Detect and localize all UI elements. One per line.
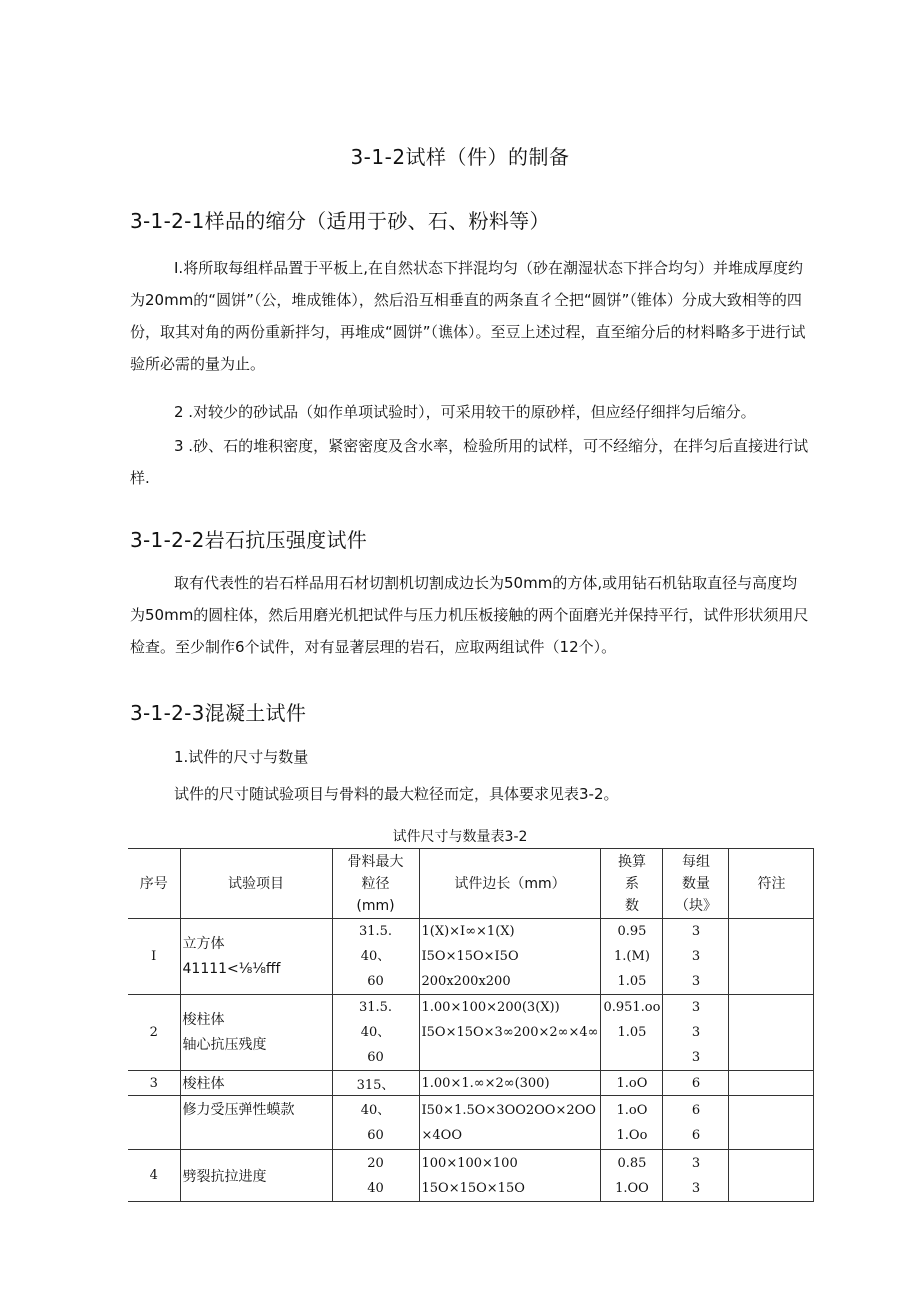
cell-no [128,1096,180,1150]
cell-quantity: 3 3 3 [663,919,729,995]
cell-note [729,995,814,1071]
cell-no: I [128,919,180,995]
cell-no: 4 [128,1150,180,1202]
header-item: 试验项目 [180,849,332,919]
cell-item: 梭柱体 轴心抗压残度 [180,995,332,1071]
paragraph-concrete-subtitle: 1.试件的尺寸与数量 [174,748,309,766]
cell-note [729,1071,814,1096]
paragraph-reduction-3: 3 .砂、石的堆积密度，紧密密度及含水率，检验所用的试样，可不经缩分，在拌匀后直接进行试样. [130,437,809,487]
cell-quantity: 3 3 3 [663,995,729,1071]
table-caption: 试件尺寸与数量表3-2 [392,829,528,845]
page-title: 3-1-2试样（件）的制备 [350,145,570,169]
header-note: 符注 [729,849,814,919]
table-header-row [128,849,814,919]
cell-item: 劈裂抗拉进度 [180,1150,332,1202]
paragraph-concrete-intro: 试件的尺寸随试验项目与骨料的最大粒径而定，具体要求见表3-2。 [174,785,619,803]
header-quantity: 每组 数量 （块》 [663,849,729,919]
cell-item: 立方体 41111<⅛⅛fff [180,919,332,995]
paragraph-rock: 取有代表性的岩石样品用石材切割机切割成边长为50mm的方体,或用钻石机钻取直径与高度均为50mm的圆柱体，然后用磨光机把试件与压力机压板接触的两个面磨光并保持平行，试件形状须用尺检查。至少制作6个试件，对有显著层理的岩石，应取两组试件（12个）。 [130,574,809,656]
section-heading-sample-reduction: 3-1-2-1样品的缩分（适用于砂、石、粉料等） [130,209,550,233]
cell-size: 100×100×100 15O×15O×15O [419,1150,601,1202]
section-heading-concrete-specimen: 3-1-2-3混凝土试件 [130,701,307,725]
paragraph-reduction-2: 2 .对较少的砂试品（如作单项试验时），可采用较干的原砂样，但应经仔细拌匀后缩分。 [174,403,756,421]
cell-factor: 1.oO [601,1071,663,1096]
table-row [128,919,814,995]
cell-aggregate: 31.5. 40、 60 [332,995,419,1071]
table-row [128,995,814,1071]
cell-aggregate: 31.5. 40、 60 [332,919,419,995]
cell-aggregate: 315、 [332,1071,419,1096]
cell-factor: 0.951.oo 1.05 [601,995,663,1071]
cell-aggregate: 20 40 [332,1150,419,1202]
section-heading-rock-specimen: 3-1-2-2岩石抗压强度试件 [130,528,368,552]
cell-size: I50×1.5O×3OO2OO×2OO ×4OO [419,1096,601,1150]
table-row [128,1071,814,1096]
specimen-table [128,848,814,1202]
cell-note [729,1150,814,1202]
cell-size: 1.00×100×200(3(X)) I5O×15O×3∞200×2∞×4∞ [419,995,601,1071]
cell-aggregate: 40、 60 [332,1096,419,1150]
cell-factor: 0.85 1.OO [601,1150,663,1202]
cell-no: 3 [128,1071,180,1096]
cell-factor: 0.95 1.(M) 1.05 [601,919,663,995]
cell-quantity: 6 [663,1071,729,1096]
header-size: 试件边长（mm） [419,849,601,919]
cell-factor: 1.oO 1.Oo [601,1096,663,1150]
header-aggregate: 骨料最大 粒径 (mm) [332,849,419,919]
cell-note [729,1096,814,1150]
header-factor: 换算 系 数 [601,849,663,919]
cell-size: 1.00×1.∞×2∞(300) [419,1071,601,1096]
cell-no: 2 [128,995,180,1071]
table-row [128,1096,814,1150]
table-row [128,1150,814,1202]
cell-quantity: 3 3 [663,1150,729,1202]
cell-size: 1(X)×I∞×1(X) I5O×15O×I5O 200x200x200 [419,919,601,995]
cell-item: 梭柱体 [180,1071,332,1096]
cell-item: 修力受压弹性蟆款 [180,1096,332,1150]
paragraph-reduction-1: I.将所取每组样品置于平板上,在自然状态下拌混均匀（砂在潮湿状态下拌合均匀）并堆成厚度约为20mm的“圆饼”（公，堆成锥体），然后沿互相垂直的两条直彳仝把“圆饼”（锥体）分成大致相等的四份，取其对角的两份重新拌匀，再堆成“圆饼”（谯体）。至豆上述过程，直至缩分后的材料略多于进行试验所必需的量为止。 [130,259,806,373]
header-no: 序号 [128,849,180,919]
cell-note [729,919,814,995]
cell-quantity: 6 6 [663,1096,729,1150]
